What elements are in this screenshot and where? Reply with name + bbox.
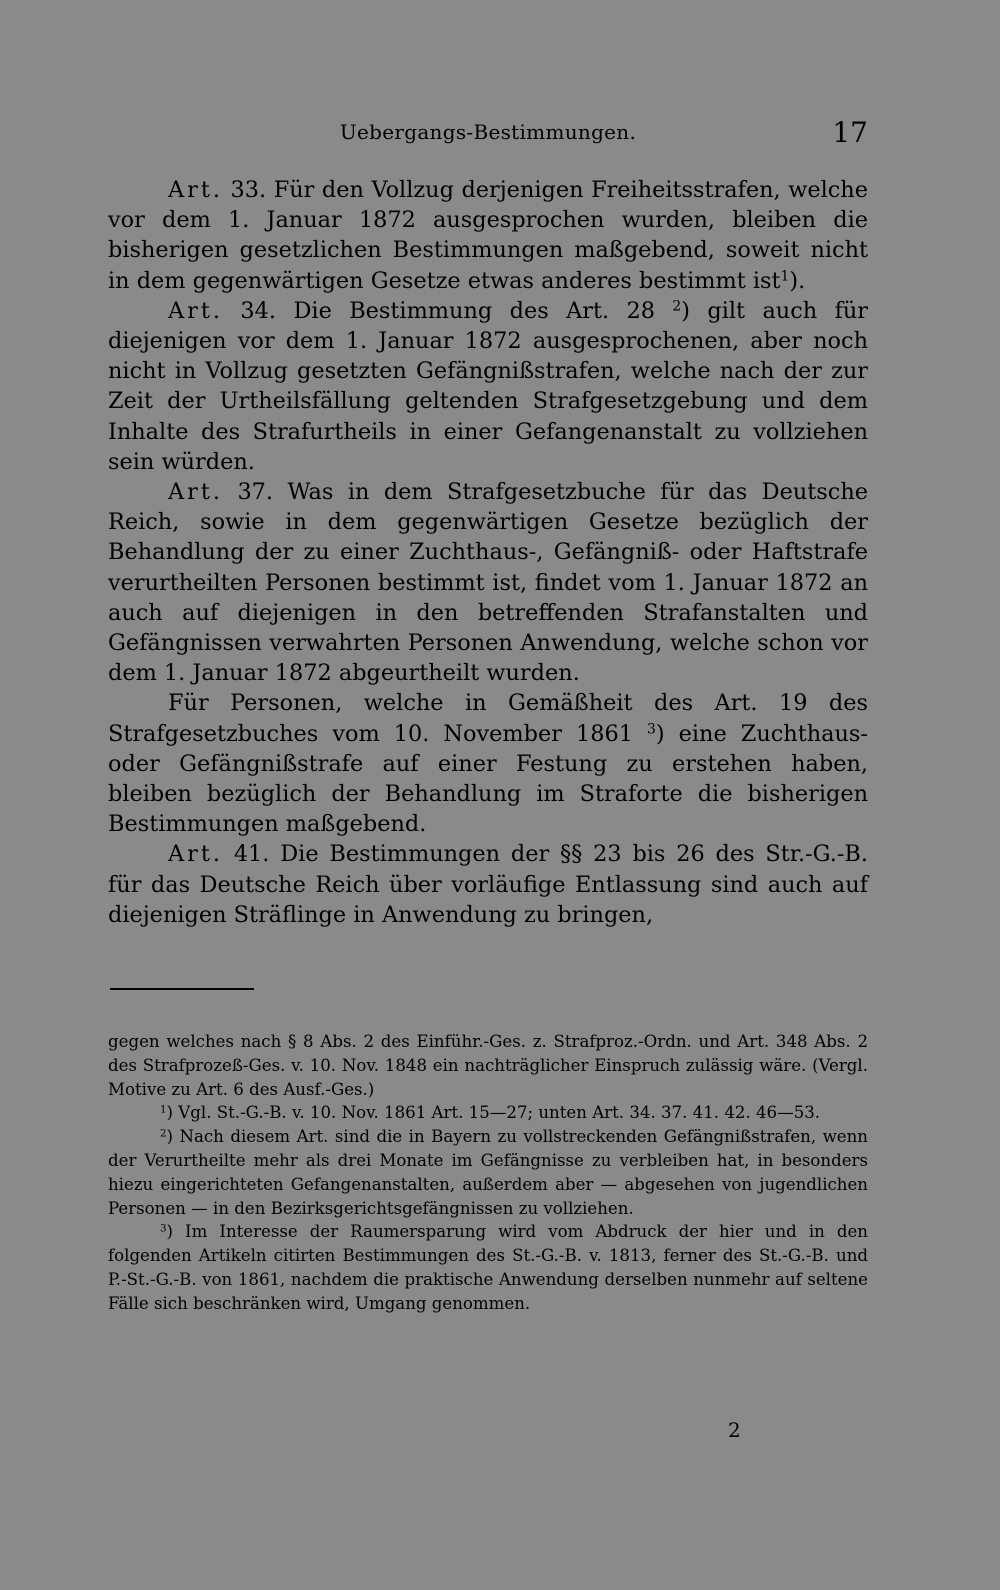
footnote-text: ) Vgl. St.-G.-B. v. 10. Nov. 1861 Art. 15—27; unten Art. 34. 37. 41. 42. 46—53.: [166, 1103, 821, 1123]
article-37-paragraph-2: [108, 688, 868, 839]
footnote-continuation: gegen welches nach § 8 Abs. 2 des Einführ.-Ges. z. Strafproz.-Ordn. und Art. 348 Abs. 2 des Strafprozeß-Ges. v. 10. Nov. 1848 ein nachträglicher Einspruch zulässig wäre. (Vergl. Motive zu Art. 6 des Ausf.-Ges.): [108, 1032, 868, 1099]
footnote-divider: [110, 988, 254, 990]
paragraph-text: Für Personen, welche in Gemäßheit des Art. 19 des Strafgesetzbuches vom 10. November 1861: [108, 690, 868, 747]
footnote-text: ) Nach diesem Art. sind die in Bayern zu vollstreckenden Gefängnißstrafen, wenn der Verurtheilte mehr als drei Monate im Gefängnisse zu verbleiben hat, in besonders hiezu eingerichteten Gefangenanstalten, außerdem aber — abgesehen von jugendlichen Personen — in den Bezirksgerichtsgefängnissen zu vollziehen.: [108, 1127, 868, 1218]
article-text: Für den Vollzug derjenigen Freiheitsstrafen, welche vor dem 1. Januar 1872 ausgesprochen wurden, bleiben die bisherigen gesetzlichen Bestimmungen maßgebend, soweit nicht in dem gegenwärtigen Gesetze etwas anderes bestimmt ist: [108, 177, 868, 294]
article-number: 37.: [237, 479, 274, 506]
article-number: 34.: [240, 297, 277, 324]
article-number: 41.: [233, 841, 270, 868]
signature-mark: 2: [728, 1418, 741, 1442]
article-41: [108, 839, 868, 930]
article-text: Die Bestimmung des Art. 28: [293, 297, 673, 324]
article-text-end: ) gilt auch für diejenigen vor dem 1. Januar 1872 ausgesprochenen, aber noch nicht in Vollzug gesetzten Gefängnißstrafen, welche nach der zur Zeit der Urtheilsfällung geltenden Strafgesetzgebung und dem Inhalte des Strafurtheils in einer Gefangenanstalt zu vollziehen sein würden.: [108, 297, 869, 475]
paragraph-text-end: ) eine Zuchthaus- oder Gefängnißstrafe auf einer Festung zu erstehen haben, bleiben bezüglich der Behandlung im Straforte die bisherigen Bestimmungen maßgebend.: [108, 720, 868, 838]
footnote-ref: 2: [672, 298, 682, 315]
article-label: Art.: [168, 177, 223, 203]
article-label: Art.: [168, 841, 223, 868]
footnote-text: ) Im Interesse der Raumersparung wird vom Abdruck der hier und in den folgenden Artikeln citirten Bestimmungen des St.-G.-B. v. 1813, ferner des St.-G.-B. und P.-St.-G.-B. von 1861, nachdem die praktische Anwendung derselben nunmehr auf seltene Fälle sich beschränken wird, Umgang genommen.: [108, 1222, 868, 1313]
footnote-ref: 1: [780, 267, 790, 284]
article-text-end: ).: [789, 267, 806, 294]
article-37: [108, 477, 868, 688]
footnote-mark: 1: [160, 1103, 167, 1116]
article-label: Art.: [168, 297, 223, 324]
footnote-2: [108, 1125, 868, 1220]
article-34: [108, 296, 868, 477]
page-header: [108, 116, 868, 156]
footnote-3: [108, 1220, 868, 1315]
footnotes: [108, 1030, 868, 1316]
footnote-ref: 3: [647, 721, 656, 738]
running-title: Uebergangs-Bestimmungen.: [339, 120, 637, 144]
article-text: Die Bestimmungen der §§ 23 bis 26 des Str.-G.-B. für das Deutsche Reich über vorläufige Entlassung sind auch auf diejenigen Sträflinge in Anwendung zu bringen,: [108, 841, 868, 928]
footnote-mark: 3: [160, 1222, 167, 1235]
article-label: Art.: [168, 479, 223, 506]
page-number: 17: [832, 116, 868, 149]
main-text: [108, 175, 868, 930]
article-33: [108, 175, 868, 296]
footnote-mark: 2: [160, 1127, 167, 1140]
article-number: 33.: [230, 177, 267, 203]
article-text: Was in dem Strafgesetzbuche für das Deutsche Reich, sowie in dem gegenwärtigen Gesetze bezüglich der Behandlung der zu einer Zuchthaus-, Gefängniß- oder Haftstrafe verurtheilten Personen bestimmt ist, findet vom 1. Januar 1872 an auch auf diejenigen in den betreffenden Strafanstalten und Gefängnissen verwahrten Personen Anwendung, welche schon vor dem 1. Januar 1872 abgeurtheilt wurden.: [108, 479, 868, 687]
footnote-1: [108, 1101, 868, 1125]
